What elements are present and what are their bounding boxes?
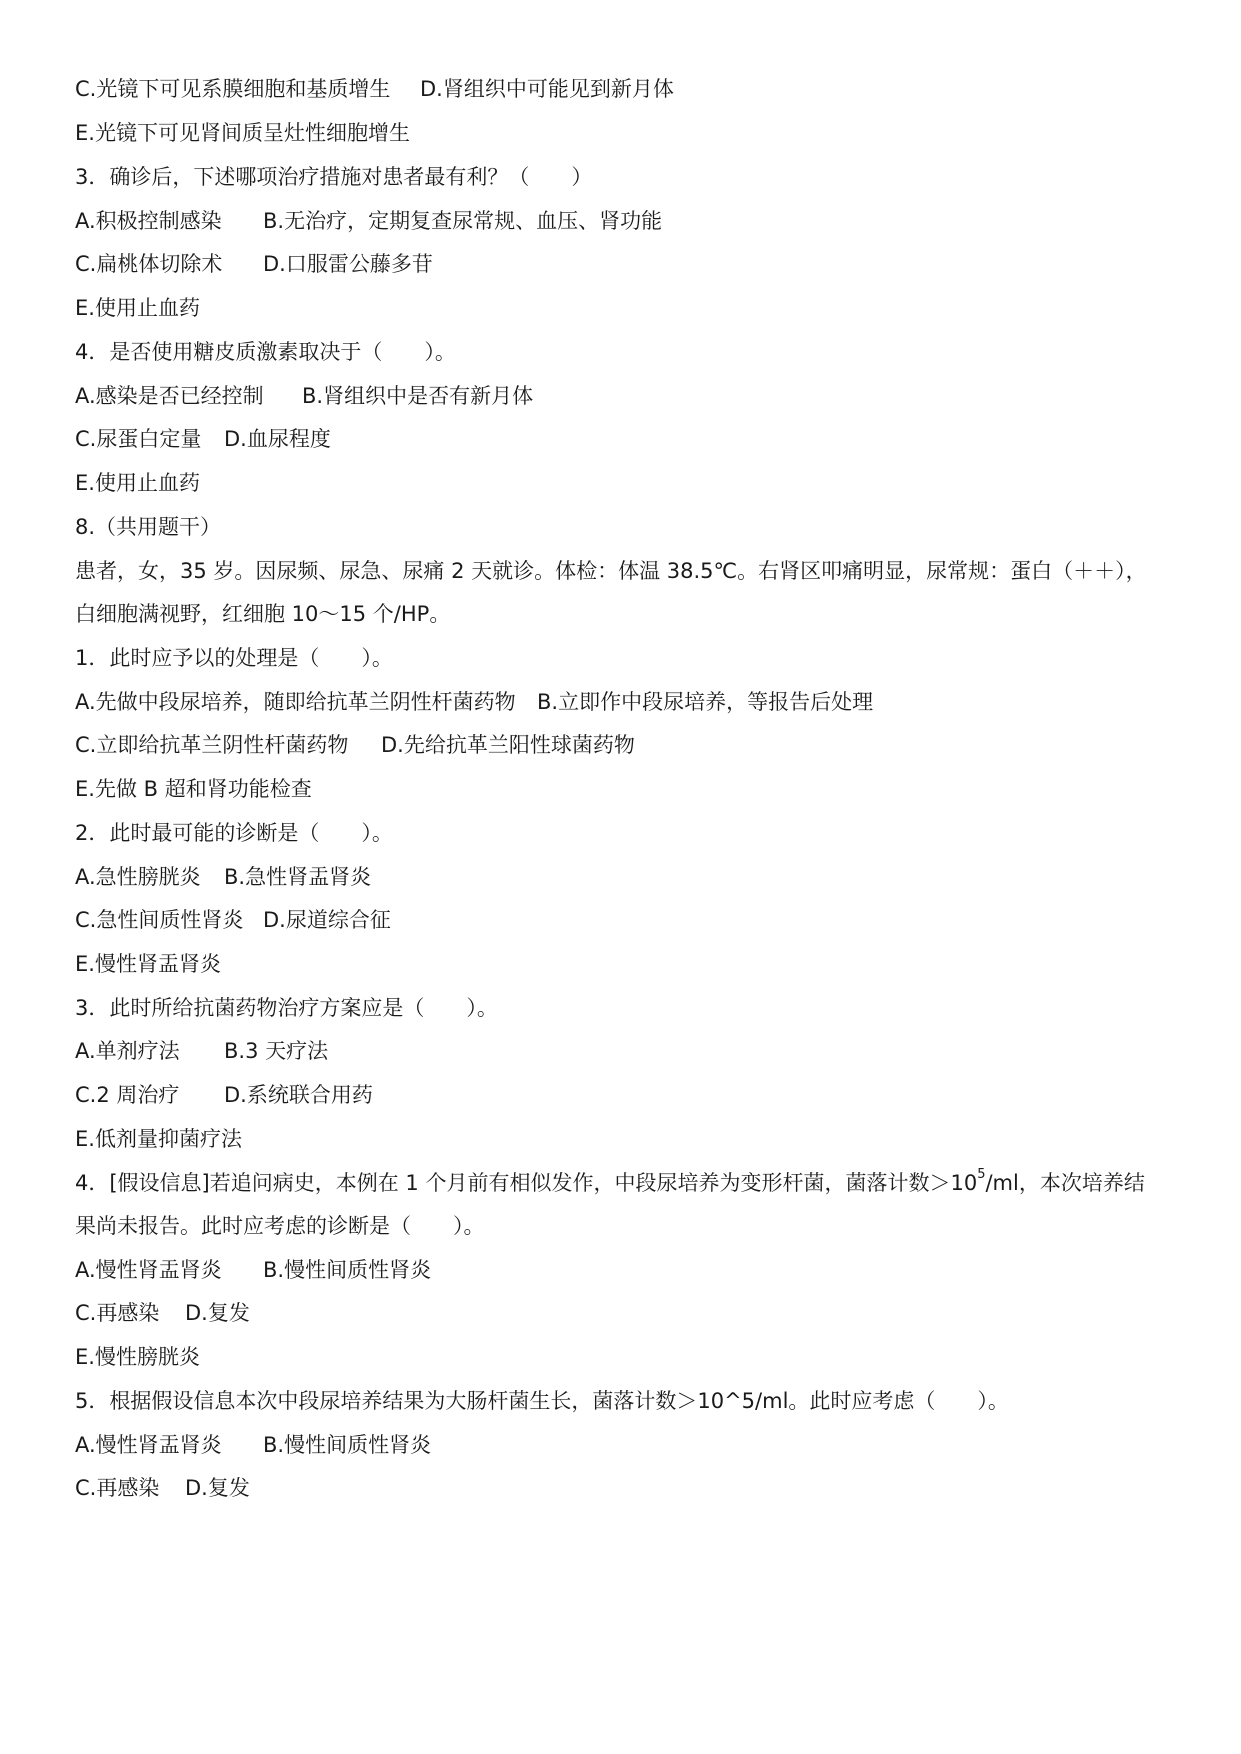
question-4-text: 4．[假设信息]若追问病史，本例在 1 个月前有相似发作，中段尿培养为变形杆菌，菌落计数＞10 — [75, 1171, 978, 1195]
option-b: B.立即作中段尿培养，等报告后处理 — [537, 690, 874, 714]
option-a: A.积极控制感染 — [75, 209, 222, 233]
shared-stem-heading: 8.（共用题干） — [75, 515, 222, 539]
option-d: D.复发 — [185, 1301, 250, 1325]
question-3: 3．确诊后，下述哪项治疗措施对患者最有利？（ ） — [75, 165, 593, 189]
option-e: E.低剂量抑菌疗法 — [75, 1127, 242, 1151]
option-a: A.感染是否已经控制 — [75, 384, 264, 408]
option-a: A.慢性肾盂肾炎 — [75, 1258, 222, 1282]
option-c: C.再感染 — [75, 1476, 160, 1500]
option-c: C.尿蛋白定量 — [75, 427, 202, 451]
question-4-line-2: 果尚未报告。此时应考虑的诊断是（ ）。 — [75, 1214, 485, 1238]
superscript-exponent: 5 — [977, 1167, 986, 1182]
option-b: B.慢性间质性肾炎 — [263, 1433, 432, 1457]
question-1: 1．此时应予以的处理是（ ）。 — [75, 646, 393, 670]
question-3: 3．此时所给抗菌药物治疗方案应是（ ）。 — [75, 996, 498, 1020]
option-d: D.血尿程度 — [224, 427, 331, 451]
option-c: C.扁桃体切除术 — [75, 252, 223, 276]
option-d: D.复发 — [185, 1476, 250, 1500]
option-e: E.慢性肾盂肾炎 — [75, 952, 221, 976]
option-b: B.3 天疗法 — [224, 1039, 329, 1063]
option-e: E.慢性膀胱炎 — [75, 1345, 200, 1369]
question-5: 5．根据假设信息本次中段尿培养结果为大肠杆菌生长，菌落计数＞10^5/ml。此时应考虑（ ）。 — [75, 1389, 1009, 1413]
option-d: D.系统联合用药 — [224, 1083, 373, 1107]
option-b: B.急性肾盂肾炎 — [224, 865, 372, 889]
option-b: B.无治疗，定期复查尿常规、血压、肾功能 — [263, 209, 663, 233]
option-e: E.使用止血药 — [75, 471, 200, 495]
option-c: C.立即给抗革兰阴性杆菌药物 — [75, 733, 349, 757]
case-description-line-2: 白细胞满视野，红细胞 10～15 个/HP。 — [75, 602, 451, 626]
option-a: A.急性膀胱炎 — [75, 865, 201, 889]
option-d: D.先给抗革兰阳性球菌药物 — [381, 733, 635, 757]
option-e: E.光镜下可见肾间质呈灶性细胞增生 — [75, 121, 410, 145]
question-4: 4．是否使用糖皮质激素取决于（ ）。 — [75, 340, 456, 364]
option-e: E.使用止血药 — [75, 296, 200, 320]
option-d: D.口服雷公藤多苷 — [263, 252, 433, 276]
option-d: D.尿道综合征 — [263, 908, 391, 932]
option-c: C.急性间质性肾炎 — [75, 908, 244, 932]
option-c: C.再感染 — [75, 1301, 160, 1325]
option-c: C.2 周治疗 — [75, 1083, 180, 1107]
option-e: E.先做 B 超和肾功能检查 — [75, 777, 312, 801]
question-4-line-1 — [75, 1168, 1145, 1198]
option-b: B.慢性间质性肾炎 — [263, 1258, 432, 1282]
option-b: B.肾组织中是否有新月体 — [302, 384, 534, 408]
case-description-line-1: 患者，女，35 岁。因尿频、尿急、尿痛 2 天就诊。体检：体温 38.5℃。右肾区叩痛明显，尿常规：蛋白（＋＋）， — [75, 559, 1147, 583]
option-a: A.先做中段尿培养，随即给抗革兰阴性杆菌药物 — [75, 690, 516, 714]
option-a: A.慢性肾盂肾炎 — [75, 1433, 222, 1457]
question-4-text-cont: /ml，本次培养结 — [985, 1171, 1145, 1195]
option-d: D.肾组织中可能见到新月体 — [420, 77, 674, 101]
option-c: C.光镜下可见系膜细胞和基质增生 — [75, 77, 391, 101]
option-a: A.单剂疗法 — [75, 1039, 180, 1063]
question-2: 2．此时最可能的诊断是（ ）。 — [75, 821, 393, 845]
